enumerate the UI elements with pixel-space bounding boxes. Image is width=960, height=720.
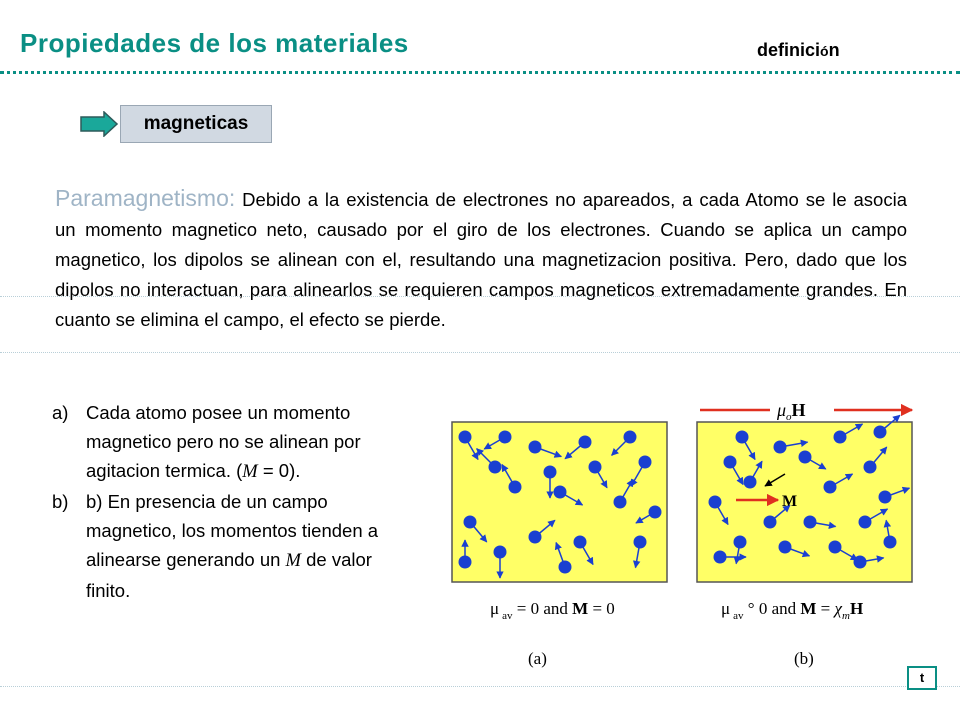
cap-b-mu: μ: [721, 599, 731, 618]
dipole-dot: [464, 516, 477, 529]
cap-a-end: = 0: [588, 599, 615, 618]
field-mu: μ: [777, 400, 787, 420]
field-h: H: [791, 400, 806, 420]
dipole-dot: [874, 426, 887, 439]
dipole-dot: [544, 466, 557, 479]
section-subtitle: [757, 40, 840, 61]
dipole-dot: [764, 516, 777, 529]
dipole-dot: [649, 506, 662, 519]
dipole-dot: [494, 546, 507, 559]
cap-b-rest: ° 0 and: [743, 599, 801, 618]
list-item-text: [86, 487, 382, 605]
dipole-dot: [834, 431, 847, 444]
field-sub: o: [786, 411, 792, 423]
list-text-b: b) En presencia de un campo magnetico, los momentos tienden a alinearse generando un: [86, 491, 379, 570]
dipole-dot: [709, 496, 722, 509]
dipole-dot: [829, 541, 842, 554]
guide-line: [0, 686, 960, 687]
cap-b-eq: =: [816, 599, 835, 618]
dipole-dot: [736, 431, 749, 444]
dipole-dot: [639, 456, 652, 469]
dipole-dot: [509, 481, 522, 494]
list-text-a: Cada atomo posee un momento magnetico pero no se alinean por agitacion termica. (: [86, 402, 361, 481]
dipole-dot: [864, 461, 877, 474]
guide-line: [0, 352, 960, 353]
dipole-dot: [779, 541, 792, 554]
dipole-dot: [799, 451, 812, 464]
dipole-dot: [499, 431, 512, 444]
dipole-dot: [589, 461, 602, 474]
dipole-dot: [529, 531, 542, 544]
paragraph: [55, 183, 907, 335]
caption-b: [721, 599, 863, 622]
dipole-dot: [859, 516, 872, 529]
dipole-dot: [744, 476, 757, 489]
dipole-dot: [804, 516, 817, 529]
topic-tag: magneticas: [120, 105, 272, 143]
dipole-dot: [459, 556, 472, 569]
dipole-dot: [714, 551, 727, 564]
panel-a: [452, 422, 667, 582]
cap-a-mu: μ: [490, 599, 500, 618]
dipole-dot: [854, 556, 867, 569]
paragraph-body: Debido a la existencia de electrones no apareados, a cada Atomo se le asocia un momento magnetico neto, causado por el giro de los electrones. Cuando se aplica un campo magnetico, los dipolos se alinean con el, resultando una magnetizacion positiva. Pero, dado que los dipolos no interactuan, para alinearlos se requieren campos magneticos extremadamente grandes. En cuanto se elimina el campo, el efecto se pierde.: [55, 189, 907, 330]
cap-a-rest: = 0 and: [512, 599, 573, 618]
dipole-dot: [574, 536, 587, 549]
dipole-dot: [614, 496, 627, 509]
dipole-dot: [884, 536, 897, 549]
cap-b-chisub: m: [841, 610, 850, 622]
list-item-text: [86, 398, 382, 487]
page-title: Propiedades de los materiales: [20, 28, 409, 58]
dipole-dot: [554, 486, 567, 499]
label-a: (a): [528, 649, 547, 668]
cap-b-m: M: [800, 599, 817, 618]
symbol-m: M: [285, 551, 301, 571]
paragraph-lead: Paramagnetismo:: [55, 185, 236, 211]
dipole-dot: [579, 436, 592, 449]
dipole-dot: [559, 561, 572, 574]
field-label: [776, 400, 806, 423]
cap-b-chi: χ: [834, 599, 842, 618]
list-marker: b): [52, 491, 69, 512]
header-divider: [0, 71, 960, 74]
dipole-dot: [774, 441, 787, 454]
list-text-a-end: = 0).: [257, 460, 301, 481]
dipole-dot: [624, 431, 637, 444]
label-b: (b): [794, 649, 814, 668]
dipole-dot: [824, 481, 837, 494]
dipole-dot: [634, 536, 647, 549]
arrow-right-icon: [80, 111, 118, 137]
cap-a-m: M: [572, 599, 589, 618]
dipole-dot: [724, 456, 737, 469]
subtitle-accent: ó: [820, 43, 829, 59]
paramagnetism-figure: [440, 392, 930, 677]
dipole-dot: [529, 441, 542, 454]
list-item: [52, 398, 382, 487]
cap-b-h: H: [849, 599, 864, 618]
cap-b-sub: av: [733, 610, 744, 622]
cap-a-sub: av: [502, 610, 513, 622]
dipole-dot: [489, 461, 502, 474]
dipole-dot: [879, 491, 892, 504]
page-badge: t: [907, 666, 937, 690]
explanation-list: [52, 398, 382, 605]
symbol-m: M: [242, 462, 258, 482]
dipole-dot: [459, 431, 472, 444]
dipole-dot: [734, 536, 747, 549]
list-item: [52, 487, 382, 605]
subtitle-text: definici: [757, 40, 821, 60]
caption-a: [490, 599, 615, 622]
list-marker: a): [52, 402, 69, 423]
subtitle-end: n: [828, 40, 840, 60]
list-text-b-end: de valor finito.: [86, 549, 372, 601]
m-label: M: [782, 493, 798, 510]
